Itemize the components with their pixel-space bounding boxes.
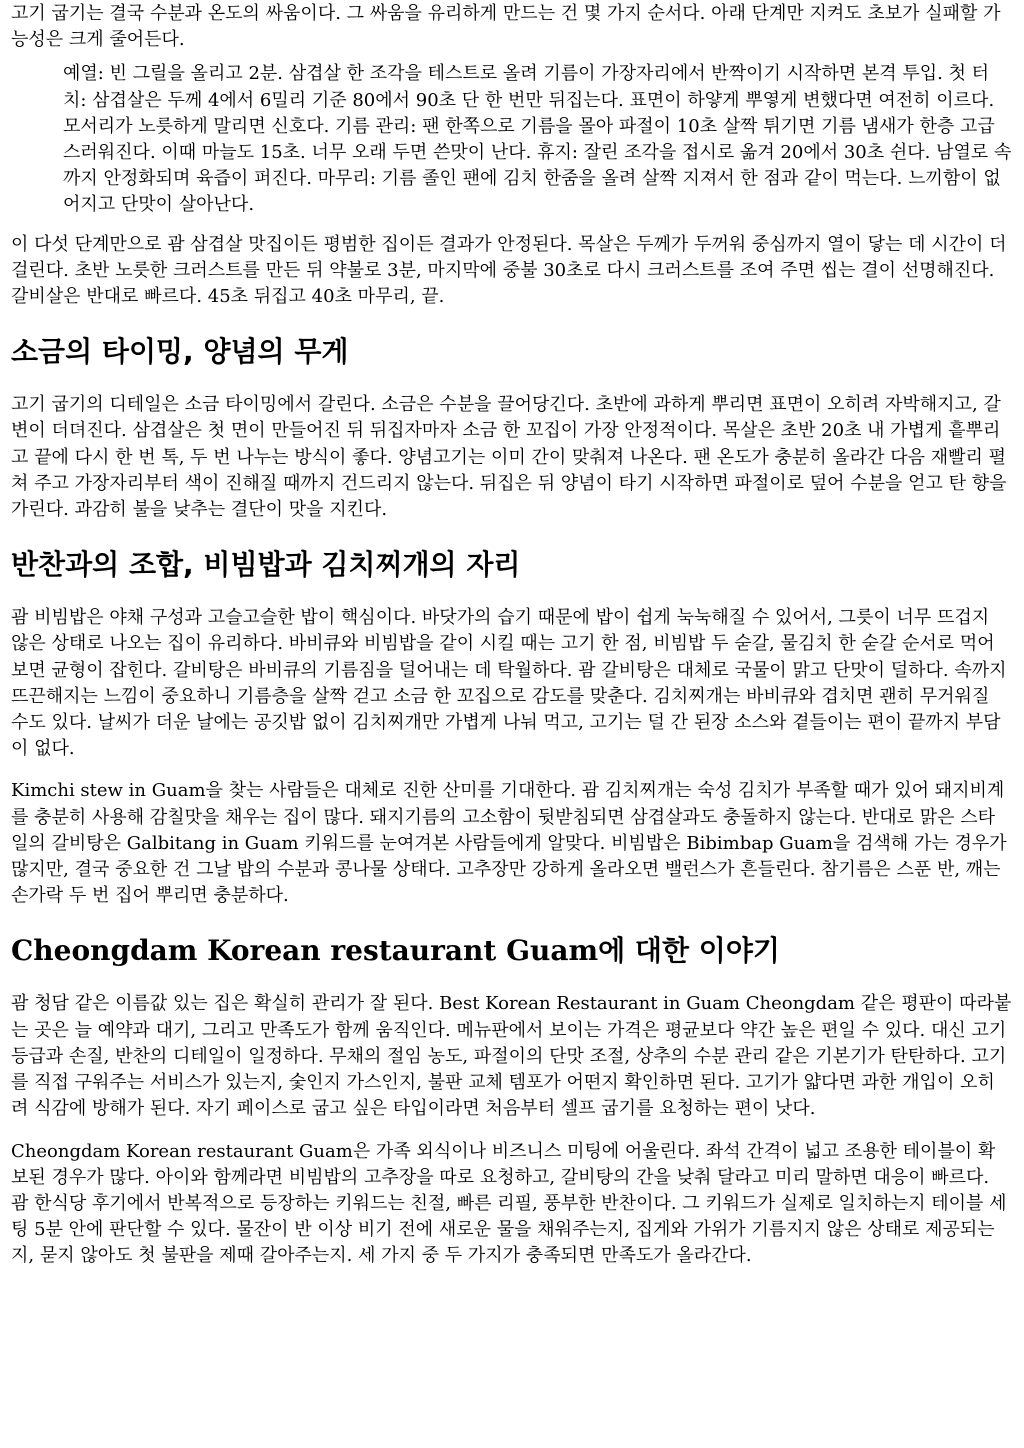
banchan-paragraph-2: Kimchi stew in Guam을 찾는 사람들은 대체로 진한 산미를 기대한다. 괌 김치찌개는 숙성 김치가 부족할 때가 있어 돼지비계를 충분히 사용해 감칠맛을 채우는 집이 많다. 돼지기름의 고소함이 뒷받침되면 삼겹살과도 충돌하지 않는다. 반대로 맑은 스타일의 갈비탕은 Galbitang in Guam 키워드를 눈여겨본 사람들에게 알맞다. 비빔밥은 Bibimbap Guam을 검색해 가는 경우가 많지만, 결국 중요한 건 그날 밥의 수분과 콩나물 상태다. 고추장만 강하게 올라오면 밸런스가 흔들린다. 참기름은 스푼 반, 깨는 손가락 두 번 집어 뿌리면 충분하다. <box>11 780 1007 907</box>
banchan-section-heading: 반찬과의 조합, 비빔밥과 김치찌개의 자리 <box>11 548 521 582</box>
banchan-paragraph-1: 괌 비빔밥은 야채 구성과 고슬고슬한 밥이 핵심이다. 바닷가의 습기 때문에 밥이 쉽게 눅눅해질 수 있어서, 그릇이 너무 뜨겁지 않은 상태로 나오는 집이 유리하다. 바비큐와 비빔밥을 같이 시킬 때는 고기 한 점, 비빔밥 두 숟갈, 물김치 한 숟갈 순서로 먹어 보면 균형이 잡힌다. 갈비탕은 바비큐의 기름짐을 덜어내는 데 탁월하다. 괌 갈비탕은 대체로 국물이 맑고 단맛이 덜하다. 속까지 뜨끈해지는 느낌이 중요하니 기름층을 살짝 걷고 소금 한 꼬집으로 감도를 맞춘다. 김치찌개는 바비큐와 겹치면 괜히 무거워질 수도 있다. 날씨가 더운 날에는 공깃밥 없이 김치찌개만 가볍게 나눠 먹고, 고기는 덜 간 된장 소스와 곁들이는 편이 끝까지 부담이 없다. <box>11 607 1007 760</box>
cheongdam-paragraph-2: Cheongdam Korean restaurant Guam은 가족 외식이나 비즈니스 미팅에 어울린다. 좌석 간격이 넓고 조용한 테이블이 확보된 경우가 많다. 아이와 함께라면 비빔밥의 고추장을 따로 요청하고, 갈비탕의 간을 낮춰 달라고 미리 말하면 대응이 빠르다. 괌 한식당 후기에서 반복적으로 등장하는 키워드는 친절, 빠른 리필, 풍부한 반찬이다. 그 키워드가 실제로 일치하는지 테이블 세팅 5분 안에 판단할 수 있다. 물잔이 반 이상 비기 전에 새로운 물을 채워주는지, 집게와 가위가 기름지지 않은 상태로 제공되는지, 묻지 않아도 첫 불판을 제때 갈아주는지. 세 가지 중 두 가지가 충족되면 만족도가 올라간다. <box>11 1140 1007 1267</box>
intro-paragraph: 고기 굽기는 결국 수분과 온도의 싸움이다. 그 싸움을 유리하게 만드는 건 몇 가지 순서다. 아래 단계만 지켜도 초보가 실패할 가능성은 크게 줄어든다. <box>11 3 1001 51</box>
after-steps-paragraph: 이 다섯 단계만으로 괌 삼겹살 맛집이든 평범한 집이든 결과가 안정된다. 목살은 두께가 두꺼워 중심까지 열이 닿는 데 시간이 더 걸린다. 초반 노릇한 크러스트를 만든 뒤 약불로 3분, 마지막에 중불 30초로 다시 크러스트를 조여 주면 씹는 결이 선명해진다. 갈비살은 반대로 빠르다. 45초 뒤집고 40초 마무리, 끝. <box>11 233 1007 308</box>
salt-section-heading: 소금의 타이밍, 양념의 무게 <box>11 335 349 369</box>
cheongdam-paragraph-1: 괌 청담 같은 이름값 있는 집은 확실히 관리가 잘 된다. Best Korean Restaurant in Guam Cheongdam 같은 평판이 따라붙는 곳은 늘 예약과 대기, 그리고 만족도가 함께 움직인다. 메뉴판에서 보이는 가격은 평균보다 약간 높은 편일 수 있다. 대신 고기 등급과 손질, 반찬의 디테일이 일정하다. 무채의 절임 농도, 파절이의 단맛 조절, 상추의 수분 관리 같은 기본기가 탄탄하다. 고기를 직접 구워주는 서비스가 있는지, 숯인지 가스인지, 불판 교체 템포가 어떤지 확인하면 된다. 고기가 얇다면 과한 개입이 오히려 식감에 방해가 된다. 자기 페이스로 굽고 싶은 타입이라면 처음부터 셀프 굽기를 요청하는 편이 낫다. <box>11 993 1012 1120</box>
cheongdam-section-heading <box>11 934 1012 968</box>
grilling-steps-blockquote: 예열: 빈 그릴을 올리고 2분. 삼겹살 한 조각을 테스트로 올려 기름이 가장자리에서 반짝이기 시작하면 본격 투입. 첫 터치: 삼겹살은 두께 4에서 6밀리 기준 80에서 90초 단 한 번만 뒤집는다. 표면이 하얗게 뿌옇게 변했다면 여전히 이르다. 모서리가 노릇하게 말리면 신호다. 기름 관리: 팬 한쪽으로 기름을 몰아 파절이 10초 살짝 튀기면 기름 냄새가 한층 고급스러워진다. 이때 마늘도 15초. 너무 오래 두면 쓴맛이 난다. 휴지: 잘린 조각을 접시로 옮겨 20에서 30초 쉰다. 남열로 속까지 안정화되며 육즙이 퍼진다. 마무리: 기름 졸인 팬에 김치 한줌을 올려 살짝 지져서 한 점과 같이 먹는다. 느끼함이 없어지고 단맛이 살아난다. <box>63 63 1012 216</box>
salt-section-paragraph: 고기 굽기의 디테일은 소금 타이밍에서 갈린다. 소금은 수분을 끌어당긴다. 초반에 과하게 뿌리면 표면이 오히려 자박해지고, 갈변이 더뎌진다. 삼겹살은 첫 면이 만들어진 뒤 뒤집자마자 소금 한 꼬집이 가장 안정적이다. 목살은 초반 20초 내 가볍게 흩뿌리고 끝에 다시 한 번 톡, 두 번 나누는 방식이 좋다. 양념고기는 이미 간이 맞춰져 나온다. 팬 온도가 충분히 올라간 다음 재빨리 펼쳐 주고 가장자리부터 색이 진해질 때까지 건드리지 않는다. 뒤집은 뒤 양념이 타기 시작하면 파절이로 덮어 수분을 얻고 탄 향을 가린다. 과감히 불을 낮추는 결단이 맛을 지킨다. <box>11 394 1007 521</box>
cheongdam-heading-korean: 에 대한 이야기 <box>598 934 780 968</box>
cheongdam-heading-english: Cheongdam Korean restaurant Guam <box>11 934 599 968</box>
